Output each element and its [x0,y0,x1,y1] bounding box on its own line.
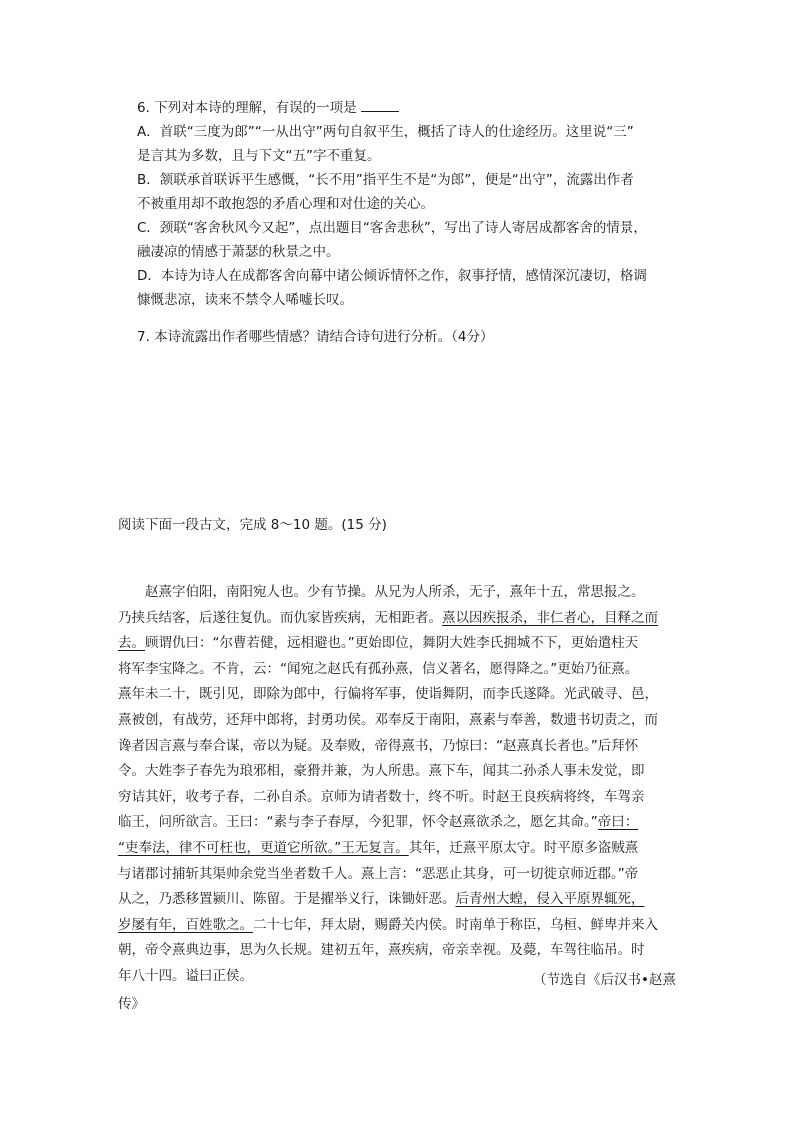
option-line: 是言其为多数，且与下文“五”字不重复。 [137,148,381,164]
underlined-sentence: 去。 [118,635,145,652]
underlined-sentence: 熹以因疾报杀，非仁者心，目释之而 [442,609,658,626]
answer-blank [361,97,399,112]
passage-line: 乃挟兵结客，后遂往复仇。而仇家皆疾病，无相距者。熹以因疾报杀，非仁者心，目释之而 [118,609,658,626]
passage-line: 年八十四。谥曰正侯。 [118,967,253,984]
passage-line: 将军李宝降之。不肯，云：“闻宛之赵氏有孤孙熹，信义著名，愿得降之。”更始乃征熹。 [118,660,639,677]
passage-line: 临王，问所欲言。王曰：“素与李子春厚，今犯罪，怀令赵熹欲杀之，愿乞其命。”帝曰： [118,814,639,831]
option-line: 融凄凉的情感于萧瑟的秋景之中。 [137,244,340,260]
underlined-sentence: 岁屡有年，百姓歌之。 [118,916,253,933]
question-7 [137,325,697,349]
passage-line: 穷诘其奸，收考子春，二孙自杀。京师为请者数十，终不听。时赵王良疾病将终，车驾亲 [118,788,645,805]
option-line: 慷慨悲凉，读来不禁令人唏嘘长叹。 [137,292,353,308]
question-7-stem: 7. 本诗流露出作者哪些情感？请结合诗句进行分析。（4分） [137,329,494,345]
passage-line: 与诸郡讨捕斩其渠帅余党当坐者数千人。熹上言：“恶恶止其身，可一切徙京师近郡。”帝 [118,865,639,882]
underlined-sentence: 帝曰： [597,814,639,831]
passage-line: 熹被创，有战劳，还拜中郎将，封勇功侯。邓奉反于南阳，熹素与奉善，数遗书切责之，而 [118,711,658,728]
passage-line: 从之，乃悉移置颍川、陈留。于是擢举义行，诛锄奸恶。后青州大蝗，侵入平原界辄死， [118,891,645,908]
passage-line: 令。大姓李子春先为琅邪相，豪猾并兼，为人所患。熹下车，闻其二孙杀人事未发觉，即 [118,763,645,780]
option-line: B．颔联承首联诉平生感慨，“长不用”指平生不是“为郎”，便是“出守”，流露出作者 [137,172,634,188]
classical-passage [118,580,688,990]
passage-line: 去。顾谓仇曰：“尔曹若健，远相避也。”更始即位，舞阴大姓李氏拥城不下，更始遣柱天 [118,635,639,652]
option-line: A．首联“三度为郎”“一从出守”两句自叙平生，概括了诗人的仕途经历。这里说“三” [137,124,634,140]
option-line: C．颈联“客舍秋风今又起”，点出题目“客舍悲秋”，写出了诗人寄居成都客舍的情景， [137,220,647,236]
passage-line: 谗者因言熹与奉合谋，帝以为疑。及奉败，帝得熹书，乃惊曰：“赵熹真长者也。”后拜怀 [118,737,639,754]
passage-line: 朝，帝令熹典边事，思为久长规。建初五年，熹疾病，帝亲幸视。及薨，车驾往临吊。时 [118,942,645,959]
passage-line: 赵熹字伯阳，南阳宛人也。少有节操。从兄为人所杀，无子，熹年十五，常思报之。 [145,584,645,600]
option-line: 不被重用却不敢抱怨的矛盾心理和对仕途的关心。 [137,196,434,212]
passage-line: 熹年未二十，既引见，即除为郎中，行偏将军事，使诣舞阴，而李氏遂降。光武破寻、邑， [118,686,658,703]
source-citation-end: 传》 [118,996,145,1012]
question-6 [137,96,697,312]
underlined-sentence: “吏奉法，律不可枉也，更道它所欲。”王无复言。 [118,839,409,856]
passage-line: “吏奉法，律不可枉也，更道它所欲。”王无复言。其年，迁熹平原太守。时平原多盗贼熹 [118,839,639,856]
source-citation: （节选自《后汉书•赵熹 [533,972,676,988]
underlined-sentence: 后青州大蝗，侵入平原界辄死， [455,891,645,908]
passage-line: 岁屡有年，百姓歌之。二十七年，拜太尉，赐爵关内侯。时南单于称臣，乌桓、鲜卑并来入 [118,916,658,933]
question-6-stem: 6. 下列对本诗的理解，有误的一项是 [137,96,697,120]
option-line: D．本诗为诗人在成都客舍向幕中诸公倾诉情怀之作，叙事抒情，感情深沉凄切，格调 [137,268,647,284]
reading-intro: 阅读下面一段古文，完成 8～10 题。(15 分) [118,517,387,533]
